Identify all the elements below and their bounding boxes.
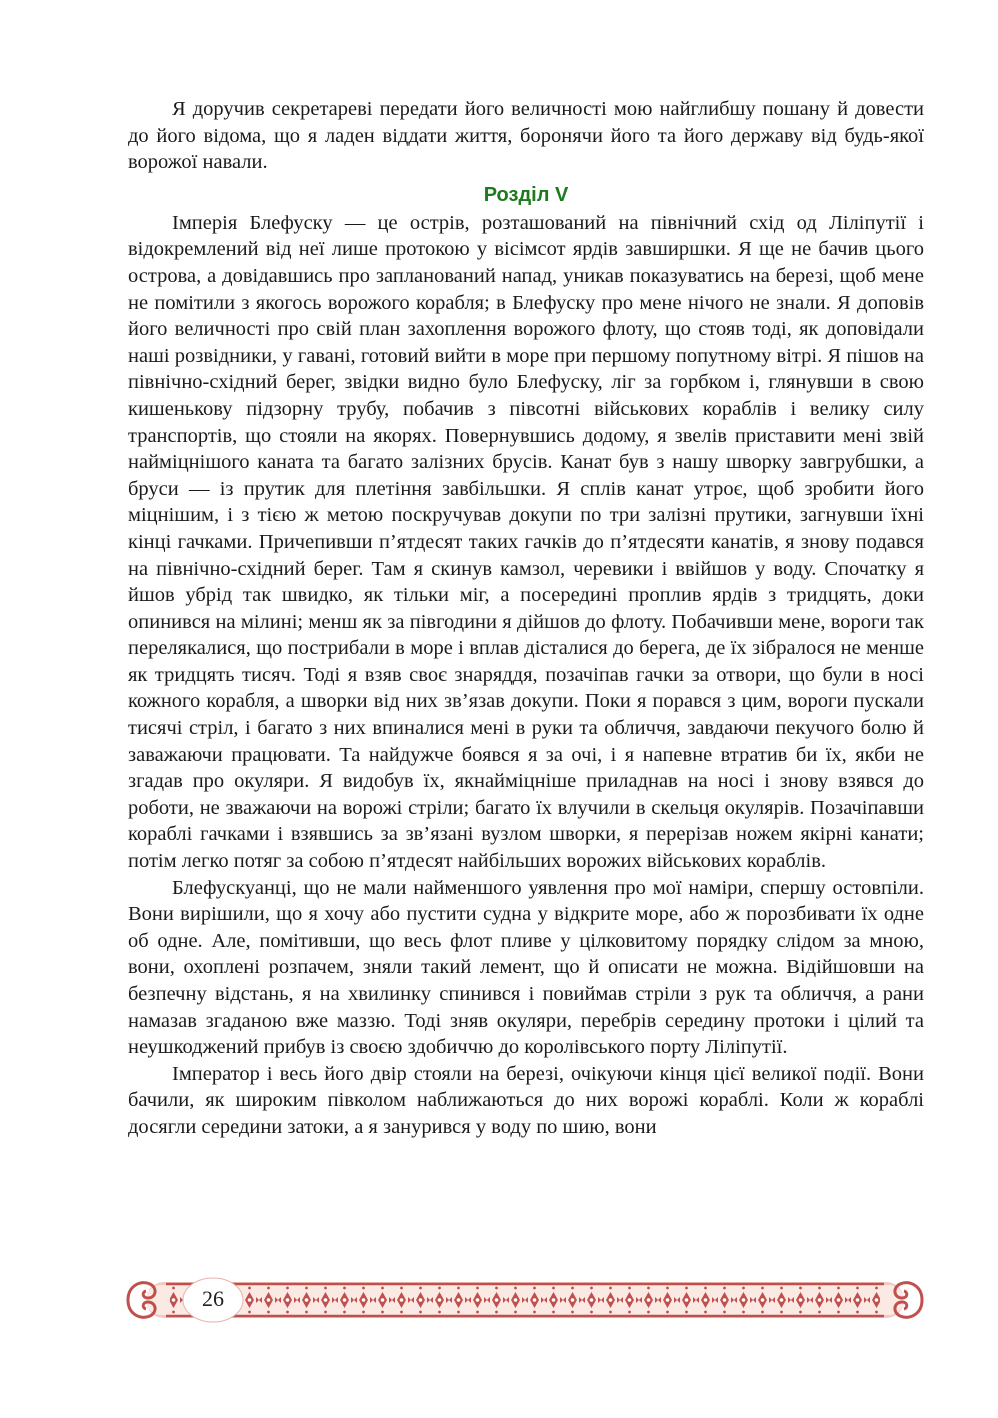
embroidery-ornament-icon <box>126 1276 924 1324</box>
paragraph-4: Імператор і весь його двір стояли на березі, очікуючи кінця цієї великої події. Вони бачили, як широким півколом наближаються до них ворожі кораблі. Коли ж кораблі досягли середини затоки, а я занурився у воду по шию, вони <box>128 1062 924 1138</box>
page-number: 26 <box>202 1286 224 1311</box>
paragraph-1: Я доручив секретареві передати його величності мою найглибшу пошану й довести до його відома, що я ладен віддати життя, боронячи його та його державу від будь-якої ворожої навали. <box>128 98 924 174</box>
chapter-heading: Розділ V <box>483 183 569 206</box>
paragraph-2: Імперія Блефуску — це острів, розташований на північний схід од Ліліпутії і відокремлений від неї лише протокою у вісімсот ярдів завширшки. Я ще не бачив цього острова, а довідавшись про запланований напад, уникав показуватись на березі, щоб мене не помітили з якогось ворожого корабля; в Блефуску про мене нічого не знали. Я доповів його величності про свій план захоплення ворожого флоту, що стояв тоді, як доповідали наші розвідники, у гавані, готовий вийти в море при першому попутному вітрі. Я пішов на північно-східний берег, звідки видно було Блефуску, ліг за горбком і, глянувши в свою кишенькову підзорну трубу, побачив з півсотні військових кораблів і велику силу транспортів, що стояли на якорях. Повернувшись додому, я звелів приставити мені звій найміцнішого каната та багато залізних брусів. Канат був з нашу шворку завгрубшки, а бруси — із прутик для плетіння завбільшки. Я сплів канат утроє, щоб зробити його міцнішим, і з тією ж метою поскручував докупи по три залізні прутики, загнувши їхні кінці гачками. Причепивши п’ятдесят таких гачків до п’ятдесяти канатів, я знову подався на північно-східний берег. Там я скинув камзол, черевики і ввійшов у воду. Спочатку я йшов убрід так швидко, як тільки міг, а посередині проплив ярдів з тридцять, доки опинився на мілині; менш як за півгодини я дійшов до флоту. Побачивши мене, вороги так перелякалися, що пострибали в море і вплав дісталися до берега, де їх зібралося не менше як тридцять тисяч. Тоді я взяв своє знаряддя, позачіпав гачки за отвори, що були в носі кожного корабля, а шворки від них зв’язав докупи. Поки я порався з цим, вороги пускали тисячі стріл, і багато з них впиналися мені в руки та обличчя, завдаючи пекучого болю й заважаючи працювати. Та найдужче боявся я за очі, і я напевне втратив би їх, якби не згадав про окуляри. Я видобув їх, якнайміцніше приладнав на носі і знову взявся до роботи, не зважаючи на ворожі стріли; багато їх влучили в скельця окулярів. Позачіпавши кораблі гачками і взявшись за зв’язані вузлом шворки, я перерізав ножем якірні канати; потім легко потяг за собою п’ятдесят найбільших ворожих військових кораблів. <box>128 211 924 873</box>
page-text <box>128 96 924 1141</box>
paragraph-3: Блефускуанці, що не мали найменшого уявлення про мої наміри, спершу остовпіли. Вони вирішили, що я хочу або пустити судна у відкрите море, або ж порозбивати їх одне об одне. Але, помітивши, що весь флот пливе у цілковитому порядку слідом за мною, вони, охоплені розпачем, зняли такий лемент, що й описати не можна. Відійшовши на безпечну відстань, я на хвилинку спинився і повиймав стріли з рук та обличчя, а рани намазав згаданою вже маззю. Тоді зняв окуляри, перебрів середину протоки і цілий та неушкоджений прибув із своєю здобиччю до королівського порту Ліліпутії. <box>128 876 924 1059</box>
